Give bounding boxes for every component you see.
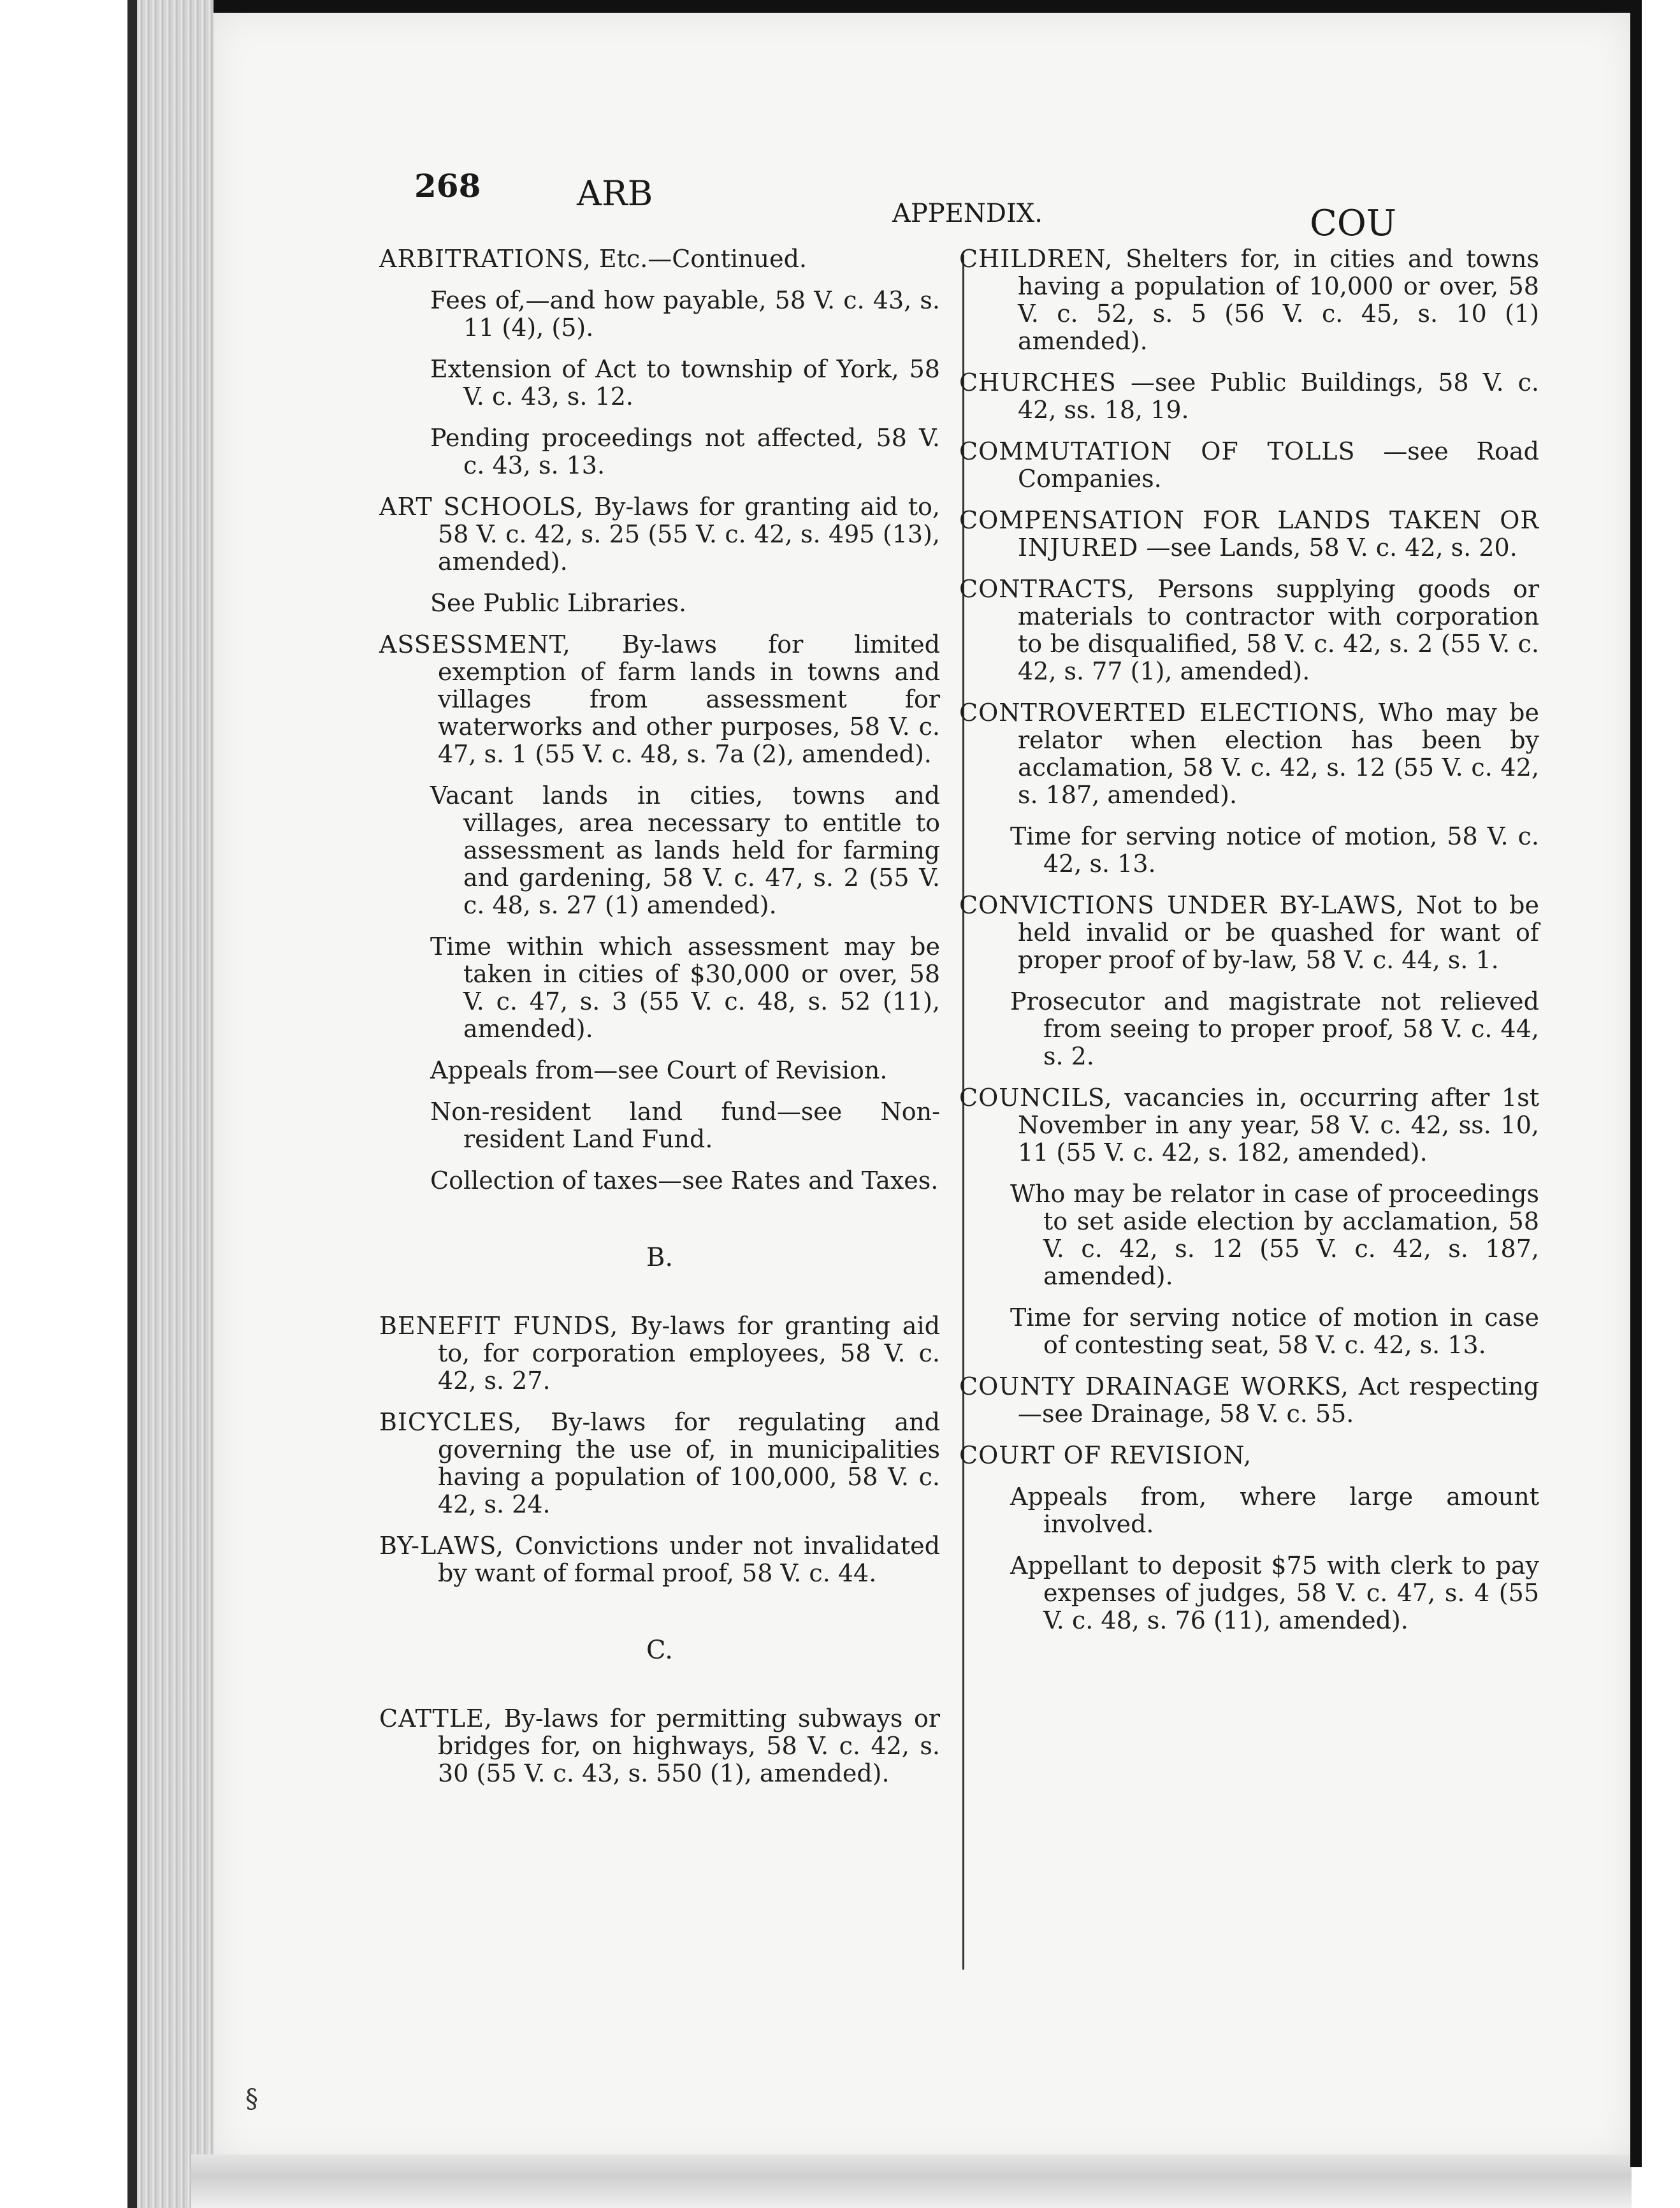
section-letter: B. <box>646 1243 674 1272</box>
entry-heading: ARBITRATIONS, <box>379 245 591 273</box>
index-entry <box>379 1532 940 1587</box>
index-entry <box>379 287 940 342</box>
entry-text: Not to be held invalid or be quashed for want of proper proof of by-law, 58 V. c. 44, s. 1. <box>1018 891 1539 974</box>
entry-text: Etc.—Continued. <box>598 245 807 273</box>
index-entry <box>379 631 940 768</box>
index-entry <box>959 1552 1539 1634</box>
scan-right-margin <box>1642 0 1680 2208</box>
index-entry <box>959 1442 1539 1469</box>
entry-text: By-laws for granting aid to, for corporation employees, 58 V. c. 42, s. 27. <box>438 1312 940 1395</box>
page-number: 268 <box>414 167 481 205</box>
index-entry <box>379 1167 940 1195</box>
scan-left-border <box>0 0 137 2208</box>
entry-text: Time within which assessment may be taken in cities of $30,000 or over, 58 V. c. 47, s. 3 (55 V. c. 48, s. 52 (11), amended). <box>430 933 940 1043</box>
entry-heading: COMPENSATION FOR LANDS TAKEN OR INJURED <box>959 506 1539 562</box>
entry-text: Collection of taxes—see Rates and Taxes. <box>430 1166 939 1195</box>
scan-right-border <box>1630 13 1642 2167</box>
index-entry <box>959 699 1539 809</box>
entry-text: —see Lands, 58 V. c. 42, s. 20. <box>1146 534 1517 562</box>
entry-heading: BICYCLES, <box>379 1408 523 1436</box>
index-entry <box>959 988 1539 1070</box>
entry-heading: ART SCHOOLS, <box>379 493 584 521</box>
entry-heading: CATTLE, <box>379 1704 493 1732</box>
index-entry <box>379 1098 940 1153</box>
right-guide-word: COU <box>1310 203 1396 244</box>
left-guide-word: ARB <box>577 173 653 214</box>
entry-heading: CHURCHES <box>959 368 1117 396</box>
index-entry <box>959 1483 1539 1538</box>
index-entry <box>379 590 940 617</box>
entry-heading: COUNTY DRAINAGE WORKS, <box>959 1372 1349 1400</box>
index-entry <box>379 245 940 273</box>
entry-text: By-laws for regulating and governing the use of, in municipalities having a population of 100,000, 58 V. c. 42, s. 24. <box>438 1408 940 1518</box>
entry-text: Persons supplying goods or materials to contractor with corporation to be disqualified, 58 V. c. 42, s. 2 (55 V. c. 42, s. 77 (1), amended). <box>1018 575 1539 685</box>
index-entry <box>959 1373 1539 1428</box>
index-entry <box>379 782 940 919</box>
index-entry <box>959 438 1539 493</box>
entry-text: —see Public Buildings, 58 V. c. 42, ss. 18, 19. <box>1018 368 1539 424</box>
entry-text: Appellant to deposit $75 with clerk to pay expenses of judges, 58 V. c. 47, s. 4 (55 V. c. 48, s. 76 (11), amended). <box>1010 1551 1539 1634</box>
entry-heading: ASSESSMENT, <box>379 630 571 658</box>
entry-text: Vacant lands in cities, towns and villages, area necessary to entitle to assessment as lands held for farming and gardening, 58 V. c. 47, s. 2 (55 V. c. 48, s. 27 (1) amended). <box>430 781 940 919</box>
entry-text: Extension of Act to township of York, 58 V. c. 43, s. 12. <box>430 355 940 410</box>
index-entry <box>959 1180 1539 1290</box>
index-entry <box>379 1312 940 1395</box>
entry-text: Prosecutor and magistrate not relieved from seeing to proper proof, 58 V. c. 44, s. 2. <box>1010 987 1539 1070</box>
entry-text: Who may be relator in case of proceedings to set aside election by acclamation, 58 V. c. 42, s. 12 (55 V. c. 42, s. 187, amended). <box>1010 1180 1539 1290</box>
entry-text: —see Road Companies. <box>1018 437 1539 493</box>
entry-heading: CHILDREN, <box>959 245 1113 273</box>
index-entry <box>379 933 940 1043</box>
index-entry <box>379 1705 940 1787</box>
index-entry <box>379 493 940 576</box>
index-entry <box>959 1304 1539 1359</box>
entry-text: Pending proceedings not affected, 58 V. c. 43, s. 13. <box>430 424 940 479</box>
section-letter: C. <box>646 1636 673 1665</box>
entry-heading: COUNCILS, <box>959 1084 1113 1112</box>
index-entry <box>959 507 1539 562</box>
index-entry <box>959 823 1539 878</box>
entry-heading: CONVICTIONS UNDER BY-LAWS, <box>959 891 1405 919</box>
entry-text: By-laws for permitting subways or bridges for, on highways, 58 V. c. 42, s. 30 (55 V. c. 43, s. 550 (1), amended). <box>438 1704 940 1787</box>
entry-text: By-laws for limited exemption of farm lands in towns and villages from assessment for waterworks and other purposes, 58 V. c. 47, s. 1 (55 V. c. 48, s. 7a (2), amended). <box>438 630 940 768</box>
entry-text: vacancies in, occurring after 1st November in any year, 58 V. c. 42, ss. 10, 11 (55 V. c. 42, s. 182, amended). <box>1018 1084 1539 1166</box>
entry-heading: CONTROVERTED ELECTIONS, <box>959 699 1366 727</box>
entry-heading: COMMUTATION OF TOLLS <box>959 437 1356 465</box>
index-entry <box>959 892 1539 974</box>
index-entry <box>379 1057 940 1084</box>
entry-text: Time for serving notice of motion, 58 V. c. 42, s. 13. <box>1010 822 1539 878</box>
index-entry <box>379 356 940 410</box>
entry-text: Fees of,—and how payable, 58 V. c. 43, s. 11 (4), (5). <box>430 286 940 342</box>
entry-text: Shelters for, in cities and towns having a population of 10,000 or over, 58 V. c. 52, s. 5 (56 V. c. 45, s. 10 (1) amended). <box>1018 245 1539 355</box>
entry-heading: BENEFIT FUNDS, <box>379 1312 619 1340</box>
index-entry <box>959 369 1539 424</box>
entry-text: Who may be relator when election has been by acclamation, 58 V. c. 42, s. 12 (55 V. c. 42, s. 187, amended). <box>1018 699 1539 809</box>
right-index-column <box>959 245 1539 1648</box>
book-bottom-edge <box>191 2154 1632 2208</box>
entry-text: Act respecting—see Drainage, 58 V. c. 55. <box>1018 1372 1539 1428</box>
left-index-column <box>379 245 940 1801</box>
entry-heading: COURT OF REVISION, <box>959 1441 1252 1469</box>
entry-text: Time for serving notice of motion in case of contesting seat, 58 V. c. 42, s. 13. <box>1010 1304 1539 1359</box>
entry-heading: CONTRACTS, <box>959 575 1136 603</box>
footer-mark: § <box>245 2084 258 2114</box>
entry-text: See Public Libraries. <box>430 589 687 617</box>
index-entry <box>959 245 1539 355</box>
index-entry <box>959 576 1539 685</box>
index-entry <box>379 425 940 479</box>
book-page-edges <box>137 0 214 2208</box>
index-entry <box>959 1084 1539 1166</box>
entry-text: Appeals from—see Court of Revision. <box>430 1056 888 1084</box>
entry-text: Non-resident land fund—see Non-resident Land Fund. <box>430 1098 940 1153</box>
running-title: APPENDIX. <box>892 199 1043 228</box>
entry-text: By-laws for granting aid to, 58 V. c. 42, s. 25 (55 V. c. 42, s. 495 (13), amended). <box>438 493 940 576</box>
entry-text: Appeals from, where large amount involved. <box>1010 1483 1539 1538</box>
index-entry <box>379 1409 940 1518</box>
entry-text: Convictions under not invalidated by want of formal proof, 58 V. c. 44. <box>438 1532 940 1587</box>
entry-heading: BY-LAWS, <box>379 1532 504 1560</box>
